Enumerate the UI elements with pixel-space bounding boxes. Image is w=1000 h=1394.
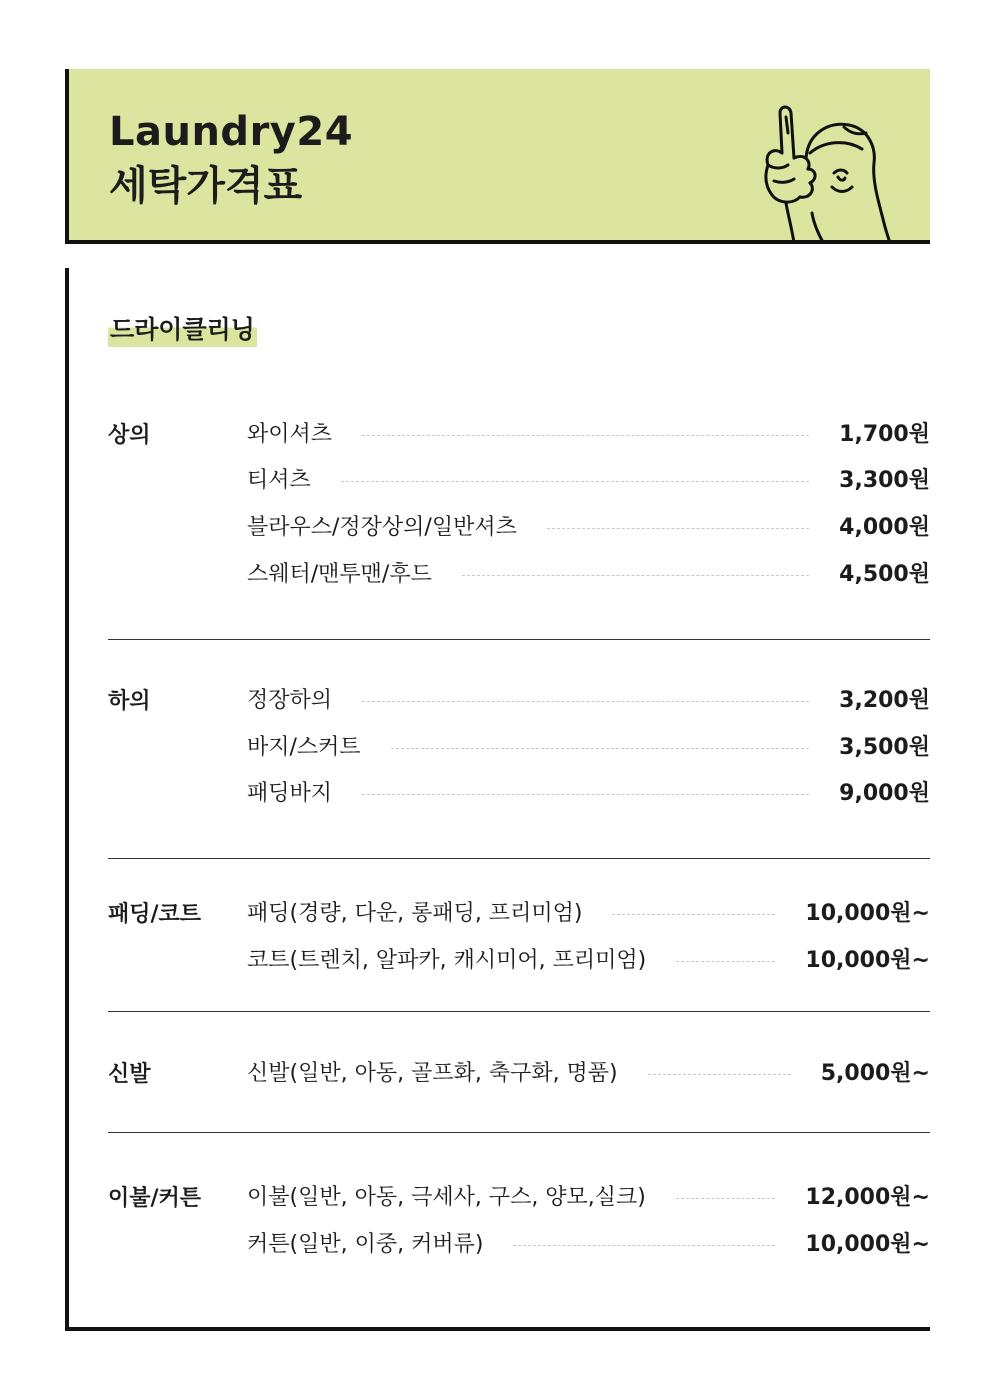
dotted-leader — [676, 1198, 776, 1199]
item-name: 정장하의 — [247, 688, 333, 713]
section-divider — [108, 858, 930, 859]
item-price: 3,300원 — [839, 468, 930, 493]
item-price: 12,000원~ — [805, 1185, 930, 1210]
item-price: 10,000원~ — [805, 948, 930, 973]
price-row — [247, 779, 930, 809]
price-row — [247, 1059, 930, 1089]
dotted-leader — [362, 794, 809, 795]
category-label: 상의 — [108, 423, 151, 448]
item-price: 10,000원~ — [805, 1232, 930, 1257]
item-name: 이불(일반, 아동, 극세사, 구스, 양모,실크) — [247, 1185, 646, 1210]
item-name: 신발(일반, 아동, 골프화, 축구화, 명품) — [247, 1061, 618, 1086]
price-row — [247, 466, 930, 496]
section-divider — [108, 1132, 930, 1133]
item-name: 블라우스/정장상의/일반셔츠 — [247, 515, 517, 540]
section-title: 드라이클리닝 — [108, 313, 257, 347]
dotted-leader — [648, 1074, 791, 1075]
section-divider — [108, 639, 930, 640]
header-banner — [65, 69, 930, 244]
pointing-finger-mascot-icon — [734, 103, 892, 244]
category-label: 하의 — [108, 689, 151, 714]
dotted-leader — [612, 914, 775, 915]
price-row — [247, 686, 930, 716]
item-price: 4,000원 — [839, 515, 930, 540]
price-row — [247, 899, 930, 929]
price-row — [247, 560, 930, 590]
item-name: 티셔츠 — [247, 468, 311, 493]
item-price: 5,000원~ — [820, 1061, 930, 1086]
section-divider — [108, 1011, 930, 1012]
price-row — [247, 1183, 930, 1213]
category-label: 신발 — [108, 1062, 151, 1087]
dotted-leader — [513, 1245, 775, 1246]
item-name: 바지/스커트 — [247, 735, 361, 760]
dotted-leader — [391, 748, 809, 749]
item-name: 코트(트렌치, 알파카, 캐시미어, 프리미엄) — [247, 948, 647, 973]
item-name: 패딩(경량, 다운, 롱패딩, 프리미엄) — [247, 901, 583, 926]
item-price: 3,200원 — [839, 688, 930, 713]
dotted-leader — [547, 528, 809, 529]
item-price: 9,000원 — [839, 781, 930, 806]
item-name: 패딩바지 — [247, 781, 333, 806]
category-label: 이불/커튼 — [108, 1186, 202, 1211]
price-row — [247, 1230, 930, 1260]
item-name: 와이셔츠 — [247, 422, 333, 447]
price-row — [247, 513, 930, 543]
dotted-leader — [362, 435, 809, 436]
brand-name: Laundry24 — [109, 109, 354, 155]
price-row — [247, 946, 930, 976]
item-price: 3,500원 — [839, 735, 930, 760]
dotted-leader — [362, 701, 809, 702]
dotted-leader — [462, 575, 809, 576]
page-title: 세탁가격표 — [109, 163, 303, 209]
item-price: 4,500원 — [839, 562, 930, 587]
item-name: 커튼(일반, 이중, 커버류) — [247, 1232, 484, 1257]
item-name: 스웨터/맨투맨/후드 — [247, 562, 432, 587]
dotted-leader — [341, 481, 809, 482]
item-price: 10,000원~ — [805, 901, 930, 926]
category-label: 패딩/코트 — [108, 902, 202, 927]
price-row — [247, 420, 930, 450]
item-price: 1,700원 — [839, 422, 930, 447]
price-row — [247, 733, 930, 763]
dotted-leader — [676, 961, 775, 962]
